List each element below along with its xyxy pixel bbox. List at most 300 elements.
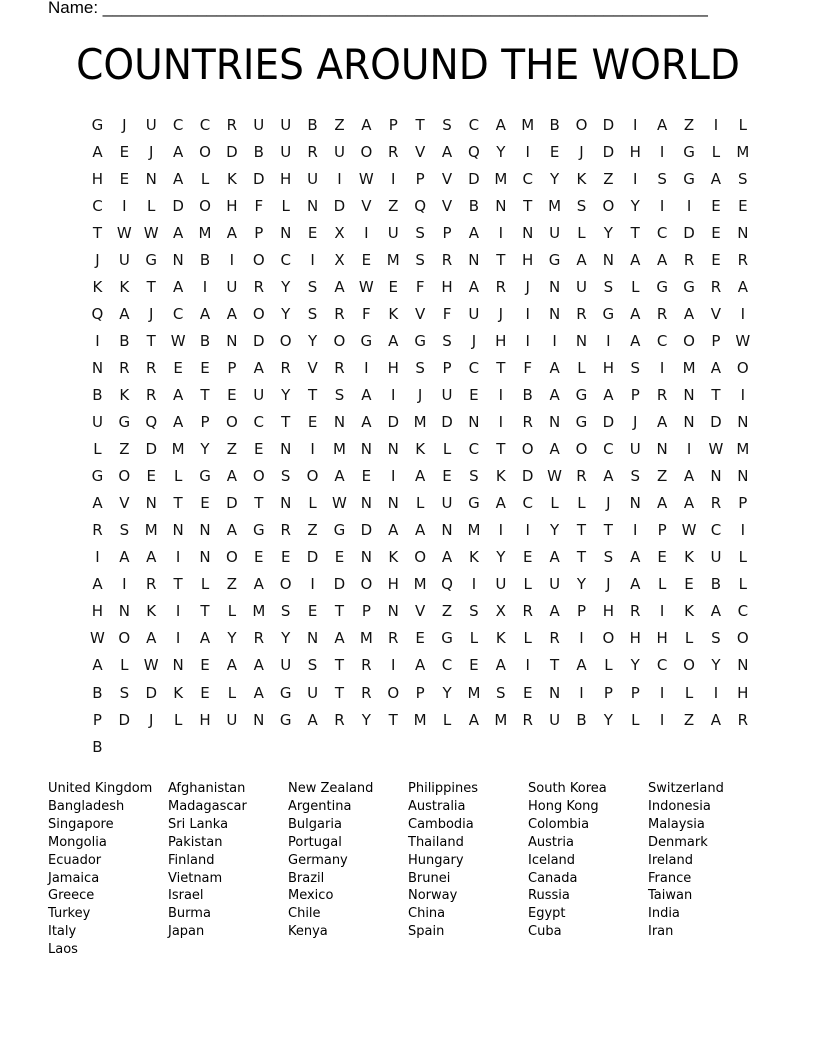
grid-letter: O — [575, 115, 588, 134]
grid-letter: A — [388, 521, 399, 540]
word-list-item: Singapore — [48, 816, 114, 832]
grid-letter: R — [146, 385, 157, 404]
grid-letter: V — [441, 169, 453, 188]
grid-letter: A — [441, 548, 453, 567]
grid-letter: F — [254, 196, 264, 215]
word-list-item: Canada — [528, 870, 578, 886]
grid-letter: S — [119, 683, 130, 702]
grid-letter: L — [657, 575, 667, 594]
grid-letter: U — [253, 385, 265, 404]
grid-letter: N — [280, 494, 292, 513]
grid-letter: S — [657, 169, 667, 188]
grid-letter: V — [307, 358, 318, 377]
grid-letter: I — [686, 440, 692, 459]
grid-letter: E — [280, 548, 291, 567]
grid-letter: E — [334, 548, 345, 567]
grid-letter: A — [415, 521, 426, 540]
grid-letter: A — [441, 142, 453, 161]
grid-letter: A — [253, 358, 264, 377]
grid-letter: G — [441, 629, 453, 648]
word-column — [648, 780, 768, 959]
grid-letter: I — [633, 115, 638, 134]
grid-letter: V — [441, 196, 453, 215]
grid-letter: A — [92, 494, 103, 513]
grid-letter: L — [577, 223, 586, 242]
grid-letter: B — [199, 331, 211, 350]
grid-letter: N — [199, 521, 211, 540]
grid-letter: R — [146, 358, 157, 377]
grid-letter: G — [602, 304, 615, 323]
grid-letter: L — [577, 358, 586, 377]
grid-letter: J — [525, 277, 530, 296]
grid-letter: N — [737, 656, 749, 675]
grid-letter: O — [602, 629, 615, 648]
grid-letter: P — [227, 358, 237, 377]
grid-letter: N — [387, 602, 399, 621]
grid-letter: H — [656, 629, 668, 648]
grid-letter: J — [149, 142, 154, 161]
grid-letter: V — [361, 196, 372, 215]
grid-letter: A — [630, 548, 641, 567]
grid-letter: V — [119, 494, 130, 513]
grid-letter: Y — [442, 683, 452, 702]
grid-letter: Y — [281, 385, 291, 404]
grid-letter: M — [736, 142, 750, 161]
grid-letter: C — [92, 196, 103, 215]
grid-letter: G — [360, 331, 373, 350]
grid-letter: M — [386, 250, 400, 269]
grid-letter: S — [576, 196, 587, 215]
grid-letter: R — [361, 656, 372, 675]
grid-letter: B — [199, 250, 211, 269]
grid-letter: H — [387, 358, 399, 377]
grid-letter: M — [171, 440, 185, 459]
grid-letter: R — [388, 629, 399, 648]
grid-letter: T — [200, 385, 210, 404]
grid-letter: W — [358, 169, 374, 188]
grid-letter: H — [602, 358, 614, 377]
grid-letter: A — [549, 602, 560, 621]
grid-letter: A — [737, 277, 748, 296]
grid-letter: A — [226, 521, 238, 540]
grid-letter: L — [631, 277, 640, 296]
grid-letter: C — [468, 440, 480, 459]
grid-letter: U — [468, 304, 480, 323]
grid-letter: D — [602, 115, 615, 134]
grid-letter: U — [710, 548, 722, 567]
grid-letter: G — [683, 142, 695, 161]
grid-letter: E — [200, 656, 210, 675]
word-list-item: Afghanistan — [168, 781, 246, 796]
grid-letter: B — [710, 575, 722, 594]
grid-letter: O — [252, 467, 265, 486]
grid-letter: I — [337, 169, 342, 188]
name-field-label: Name: ________________________________________________________________ — [48, 0, 708, 17]
grid-letter: N — [306, 196, 319, 215]
grid-letter: U — [280, 142, 292, 161]
grid-letter: A — [549, 440, 560, 459]
grid-letter: T — [415, 115, 425, 134]
grid-letter: D — [145, 683, 157, 702]
grid-letter: I — [498, 521, 504, 540]
grid-letter: A — [630, 304, 641, 323]
grid-letter: T — [173, 494, 183, 513]
word-list-item: New Zealand — [288, 781, 374, 796]
grid-letter: B — [92, 683, 103, 702]
grid-letter: P — [657, 521, 667, 540]
grid-letter: P — [442, 223, 452, 242]
grid-letter: N — [360, 494, 372, 513]
grid-letter: S — [469, 467, 479, 486]
grid-letter: I — [525, 142, 530, 161]
word-list-item: Philippines — [408, 781, 479, 796]
grid-letter: T — [281, 413, 291, 432]
word-list-item: Burma — [168, 906, 211, 922]
grid-letter: K — [119, 277, 130, 296]
word-list-item: Colombia — [528, 816, 590, 832]
grid-letter: G — [145, 250, 158, 269]
grid-letter: B — [549, 115, 560, 134]
grid-letter: E — [522, 683, 533, 702]
grid-letter: E — [711, 250, 721, 269]
grid-letter: A — [253, 683, 264, 702]
word-list-item: Iran — [648, 924, 674, 940]
grid-letter: A — [388, 331, 399, 350]
word-list-item: Ecuador — [48, 852, 102, 868]
grid-letter: R — [576, 304, 587, 323]
grid-letter: G — [683, 277, 695, 296]
grid-letter: D — [172, 196, 184, 215]
grid-letter: A — [199, 629, 211, 648]
grid-letter: A — [468, 710, 480, 729]
grid-letter: M — [494, 169, 508, 188]
grid-letter: A — [119, 304, 130, 323]
grid-letter: O — [118, 629, 131, 648]
grid-letter: E — [388, 277, 398, 296]
grid-letter: S — [603, 548, 614, 567]
grid-letter: M — [467, 521, 481, 540]
grid-letter: N — [360, 440, 372, 459]
grid-letter: E — [522, 548, 533, 567]
grid-letter: O — [306, 467, 319, 486]
grid-letter: I — [713, 683, 719, 702]
grid-letter: L — [442, 710, 452, 729]
word-list-item: Denmark — [648, 834, 708, 850]
grid-letter: F — [362, 304, 371, 323]
grid-letter: J — [498, 304, 504, 323]
grid-letter: N — [737, 223, 749, 242]
grid-letter: G — [333, 521, 346, 540]
grid-letter: R — [334, 710, 345, 729]
grid-letter: T — [173, 575, 183, 594]
grid-letter: P — [630, 683, 640, 702]
grid-letter: C — [280, 250, 291, 269]
grid-letter: T — [388, 710, 398, 729]
grid-letter: S — [307, 304, 318, 323]
grid-letter: U — [118, 250, 130, 269]
grid-letter: N — [199, 548, 211, 567]
grid-letter: L — [442, 440, 452, 459]
grid-letter: G — [575, 385, 588, 404]
grid-letter: V — [415, 602, 426, 621]
grid-letter: K — [415, 440, 426, 459]
grid-letter: A — [226, 223, 238, 242]
grid-letter: H — [441, 277, 453, 296]
grid-letter: O — [333, 331, 346, 350]
grid-letter: A — [657, 494, 668, 513]
word-list-item: Cambodia — [408, 816, 474, 832]
grid-letter: U — [280, 656, 292, 675]
grid-letter: I — [659, 602, 665, 621]
grid-letter: A — [657, 413, 668, 432]
grid-letter: G — [279, 683, 292, 702]
grid-letter: E — [307, 602, 318, 621]
grid-letter: U — [307, 169, 319, 188]
word-list-item: India — [648, 906, 680, 922]
grid-letter: T — [92, 223, 103, 242]
grid-letter: H — [199, 710, 211, 729]
grid-letter: J — [606, 575, 611, 594]
grid-letter: S — [280, 602, 291, 621]
grid-letter: V — [415, 304, 426, 323]
word-list-item: Laos — [48, 942, 78, 958]
grid-letter: P — [200, 413, 210, 432]
grid-letter: S — [442, 115, 452, 134]
grid-letter: A — [361, 385, 372, 404]
grid-letter: E — [469, 656, 479, 675]
grid-letter: I — [310, 440, 315, 459]
grid-letter: Y — [711, 656, 721, 675]
grid-letter: E — [684, 575, 694, 594]
grid-letter: W — [143, 656, 159, 675]
grid-letter: I — [633, 521, 638, 540]
word-list-item: Germany — [288, 852, 348, 868]
word-list-item: Brazil — [288, 870, 325, 886]
grid-letter: Y — [603, 710, 613, 729]
word-column — [168, 780, 288, 959]
word-list-item: Australia — [408, 798, 466, 814]
word-list-item: Ireland — [648, 852, 693, 868]
grid-letter: I — [525, 331, 530, 350]
grid-letter: S — [603, 277, 614, 296]
grid-letter: L — [308, 494, 317, 513]
grid-letter: R — [737, 710, 749, 729]
grid-letter: T — [496, 250, 506, 269]
grid-letter: S — [119, 521, 130, 540]
grid-letter: N — [226, 331, 238, 350]
grid-letter: P — [630, 385, 640, 404]
grid-letter: O — [683, 656, 695, 675]
word-list-item: Japan — [168, 924, 205, 940]
grid-letter: O — [414, 548, 427, 567]
grid-letter: E — [711, 223, 721, 242]
grid-letter: A — [549, 548, 560, 567]
grid-letter: R — [549, 629, 560, 648]
word-list-item: Switzerland — [648, 781, 724, 796]
grid-letter: U — [549, 575, 561, 594]
grid-letter: R — [495, 277, 507, 296]
grid-letter: T — [307, 385, 318, 404]
grid-letter: N — [441, 521, 453, 540]
grid-letter: Z — [657, 467, 668, 486]
grid-letter: T — [200, 602, 210, 621]
grid-letter: G — [468, 494, 480, 513]
grid-letter: Z — [683, 710, 695, 729]
grid-letter: J — [633, 413, 638, 432]
grid-letter: H — [629, 142, 641, 161]
word-list-item: Thailand — [408, 834, 464, 850]
grid-letter: B — [576, 710, 587, 729]
grid-letter: S — [280, 467, 291, 486]
grid-letter: L — [93, 440, 102, 459]
grid-letter: K — [684, 602, 694, 621]
grid-letter: D — [333, 575, 346, 594]
grid-letter: E — [119, 142, 130, 161]
grid-letter: L — [200, 575, 210, 594]
grid-letter: O — [683, 331, 695, 350]
grid-letter: E — [415, 629, 425, 648]
grid-letter: U — [280, 115, 292, 134]
grid-letter: O — [252, 304, 265, 323]
grid-letter: Z — [307, 521, 318, 540]
grid-letter: O — [252, 250, 265, 269]
grid-letter: A — [710, 710, 722, 729]
grid-letter: N — [710, 467, 722, 486]
grid-letter: O — [279, 331, 292, 350]
grid-letter: S — [442, 331, 452, 350]
word-list-item: China — [408, 906, 446, 922]
grid-letter: C — [172, 304, 184, 323]
grid-letter: A — [683, 467, 695, 486]
grid-letter: U — [549, 710, 561, 729]
grid-letter: A — [199, 304, 211, 323]
grid-letter: K — [119, 385, 130, 404]
grid-letter: I — [740, 385, 746, 404]
grid-letter: C — [737, 602, 749, 621]
grid-letter: S — [415, 223, 425, 242]
grid-letter: E — [173, 358, 183, 377]
grid-letter: U — [441, 385, 453, 404]
grid-letter: N — [548, 683, 561, 702]
word-list-item: Bulgaria — [288, 816, 342, 832]
grid-letter: R — [146, 575, 157, 594]
grid-letter: L — [227, 683, 237, 702]
grid-letter: B — [307, 115, 318, 134]
grid-letter: P — [576, 602, 586, 621]
grid-letter: B — [253, 142, 264, 161]
grid-letter: M — [548, 196, 562, 215]
grid-letter: I — [471, 575, 477, 594]
word-column — [48, 780, 168, 959]
grid-letter: H — [602, 602, 614, 621]
grid-letter: E — [469, 385, 479, 404]
grid-letter: O — [602, 196, 615, 215]
grid-letter: R — [630, 602, 641, 621]
grid-letter: R — [226, 115, 238, 134]
grid-letter: I — [525, 304, 530, 323]
grid-letter: R — [441, 250, 453, 269]
grid-letter: K — [388, 304, 399, 323]
grid-letter: P — [442, 358, 452, 377]
grid-letter: A — [630, 331, 641, 350]
grid-letter: V — [710, 304, 722, 323]
grid-letter: I — [659, 358, 665, 377]
grid-letter: I — [498, 223, 504, 242]
grid-letter: Q — [91, 304, 104, 323]
grid-letter: G — [575, 413, 588, 432]
word-list-item: Mexico — [288, 888, 334, 904]
grid-letter: Z — [119, 440, 130, 459]
grid-letter: E — [200, 358, 210, 377]
grid-letter: Q — [468, 142, 480, 161]
grid-letter: L — [173, 467, 183, 486]
grid-letter: S — [711, 629, 721, 648]
grid-letter: Q — [414, 196, 427, 215]
grid-letter: R — [334, 358, 345, 377]
grid-letter: Y — [603, 223, 613, 242]
word-list-item: Kenya — [288, 924, 328, 940]
word-list-item: Madagascar — [168, 798, 247, 814]
grid-letter: U — [91, 413, 103, 432]
grid-letter: Z — [603, 169, 614, 188]
grid-letter: C — [710, 521, 722, 540]
grid-letter: K — [468, 548, 479, 567]
grid-letter: N — [172, 656, 184, 675]
grid-letter: G — [252, 521, 265, 540]
grid-letter: N — [629, 494, 641, 513]
grid-letter: A — [172, 277, 184, 296]
grid-letter: D — [602, 413, 615, 432]
grid-letter: N — [253, 710, 265, 729]
word-list-item: Argentina — [288, 798, 352, 814]
grid-letter: L — [738, 575, 747, 594]
word-list-item: Russia — [528, 888, 570, 904]
grid-letter: P — [388, 115, 398, 134]
grid-letter: N — [280, 223, 292, 242]
word-list-item: Hong Kong — [528, 798, 599, 814]
grid-letter: I — [95, 331, 100, 350]
grid-letter: A — [361, 115, 372, 134]
grid-letter: H — [495, 331, 507, 350]
grid-letter: D — [253, 169, 265, 188]
grid-letter: I — [659, 683, 665, 702]
grid-letter: C — [172, 115, 184, 134]
grid-letter: R — [683, 250, 695, 269]
grid-letter: L — [604, 656, 613, 675]
grid-letter: D — [468, 169, 480, 188]
grid-letter: C — [603, 440, 614, 459]
grid-letter: S — [738, 169, 748, 188]
grid-letter: T — [603, 521, 613, 540]
grid-letter: W — [547, 467, 562, 486]
grid-letter: F — [415, 277, 425, 296]
grid-letter: R — [576, 467, 587, 486]
grid-letter: A — [334, 277, 345, 296]
grid-letter: L — [631, 710, 640, 729]
grid-letter: N — [118, 602, 130, 621]
grid-letter: A — [468, 277, 480, 296]
grid-letter: I — [579, 683, 584, 702]
grid-letter: N — [468, 250, 480, 269]
grid-letter: I — [713, 115, 719, 134]
grid-letter: I — [659, 196, 665, 215]
grid-letter: K — [388, 548, 399, 567]
grid-letter: A — [172, 223, 184, 242]
grid-letter: A — [710, 169, 722, 188]
grid-letter: C — [656, 331, 668, 350]
grid-letter: Y — [281, 277, 291, 296]
grid-letter: T — [630, 223, 640, 242]
